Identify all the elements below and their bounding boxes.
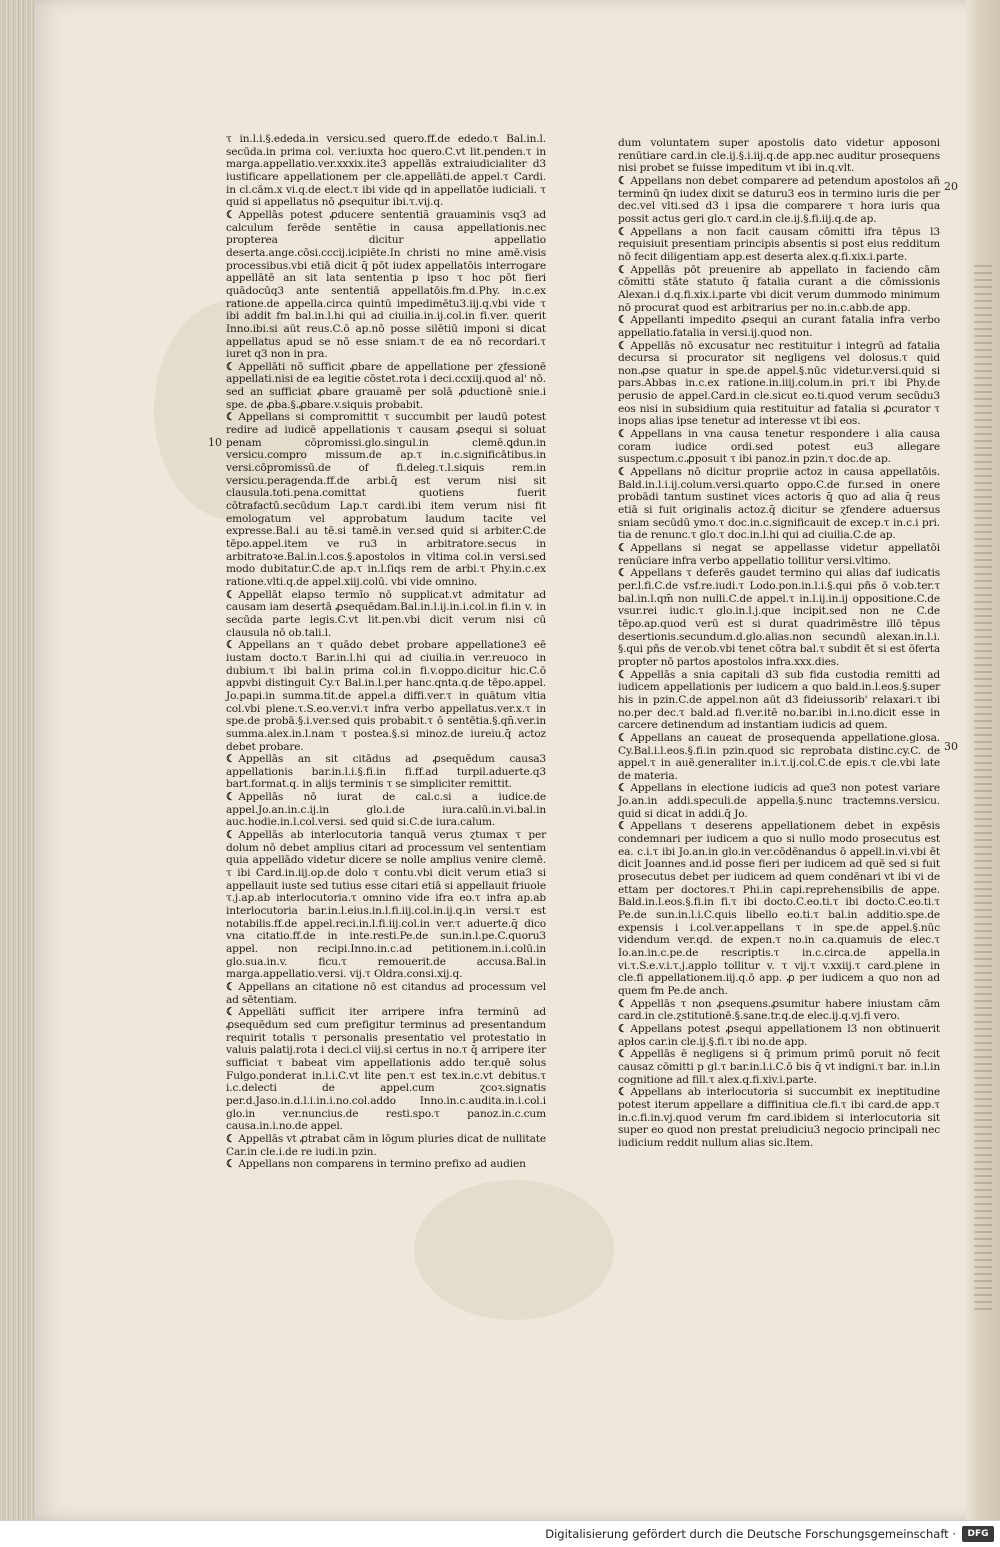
- dfg-logo-icon[interactable]: DFG: [962, 1526, 994, 1542]
- paragraph: ☾ Appellanti impedito ꝓsequi an curant fatalia infra verbo appellatio.fatalia in versi.ij.quod non.: [618, 314, 940, 339]
- paper-stain: [414, 1180, 614, 1320]
- paragraph-mark-icon: ☾: [226, 829, 236, 842]
- paragraph: ☾ Appellās τ non ꝓsequens.ꝓsumitur habere iniustam cām card.in cle.ɀstitutionē.§.sane.tr.q.de elec.ij.q.vj.fi vero.: [618, 997, 940, 1023]
- paragraph-mark-icon: ☾: [226, 791, 236, 804]
- right-text-column: [618, 137, 940, 1150]
- paragraph: ☾ Appellās vt ꝓtrabat cām in lōgum pluries dicat de nullitate Car.in cle.i.de re iudi.in pzin.: [226, 1132, 546, 1158]
- left-text-column: [226, 133, 546, 1171]
- paragraph-mark-icon: ☾: [618, 314, 628, 327]
- paragraph-mark-icon: ☾: [226, 639, 236, 652]
- paragraph-mark-icon: ☾: [618, 225, 628, 238]
- paragraph-mark-icon: ☾: [618, 820, 628, 833]
- paragraph-mark-icon: ☾: [618, 174, 628, 187]
- paragraph: ☾ Appellans ab interlocutoria si succumbit ex ineptitudine potest iterum appellare a diffinitiua cle.fi.τ ibi card.de app.τ in.c.fi.in.vj.quod verum fm card.ibidem si interlocutoria sit super eo quod non prestat preiudiciu3 negocio principali nec iudicium reddit nullum alias sic.Item.: [618, 1086, 940, 1149]
- paragraph-mark-icon: ☾: [618, 1022, 628, 1035]
- paragraph: ☾ Appellans non comparens in termino prefixo ad audien: [226, 1158, 526, 1171]
- paragraph: ☾ Appellans a non facit causam cōmitti ifra tēpus l3 requisiuit presentiam principis absentis si post eius redditum nō fecit diligentiam app.est deserta alex.q.fi.xix.i.parte.: [618, 225, 940, 263]
- paragraph: ☾ Appellans an τ quādo debet probare appellatione3 eē iustam docto.τ Bar.in.l.hi qui ad ciuilia.in ver.reuoco in dubium.τ ibi bal.in prima col.in fi.v.oppo.dicitur hic.C.ō appvbi distinguit Cy.τ Bal.in.l.per hanc.qnta.q.de tēpo.appel. Jo.papi.in summa.tit.de appel.a diffi.ver.τ in quātum vltia col.vbi plene.τ.S.eo.ver.vi.τ infra verbo appellatus.ver.x.τ in spe.de probā.§.i.ver.sed quis probabit.τ ō sentētia.§.qn̄.ver.in summa.alex.in.l.nam τ postea.§.si minoz.de iureiu.q̄ actoz debet probare.: [226, 639, 546, 753]
- paragraph: ☾ Appellāti nō sufficit ꝓbare de appellatione per ɀfessionē appellati.nisi de ea legitie cōstet.rota i deci.ccxiij.quod al' nō. sed an sufficiat ꝓbare grauamē per solā ꝓductionē snie.i spe. de ꝓba.§.ꝓbare.v.siquis probabit.: [226, 360, 546, 411]
- line-number-30: 30: [944, 740, 958, 753]
- paragraph-mark-icon: ☾: [226, 208, 236, 221]
- paragraph: ☾ Appellāti sufficit iter arripere infra terminū ad ꝓsequēdum sed cum prefigitur terminus ad presentandum requirit totalis τ personalis presentatio vel protestatio in valuis palatij.rota i deci.cl viij.si certus in no.τ q̄ arripere iter sufficiat τ babeat vim appellationis addo ter.quē solus Fulgo.ponderat in.l.i.C.vt lite pen.τ est tex.in.c.vt debitus.τ i.c.delecti de appel.cum ɀcoꝛ.signatis per.d.Jaso.in.d.l.i.in.i.no.col.addo Inno.in.c.audita.in.i.col.i glo.in ver.nuncius.de resti.spo.τ panoz.in.c.cum causa.in.i.no.de appel.: [226, 1006, 546, 1133]
- paragraph: ☾ Appellās ab interlocutoria tanquā verus ɀtumax τ per dolum nō debet amplius citari ad processum vel sententiam quia appellādo videtur dicere se nolle amplius venire clemē. τ ibi Card.in.iij.op.de dolo τ contu.vbi dicit verum etia3 si appellauit iuste sed tutius esse citari etiā si appellauit friuole τ.j.ap.ab interlocutoria.τ omnino vide ifra eo.τ infra ap.ab interlocutoria bar.in.l.eius.in.l.fi.iij.col.in.ij.q.in versi.τ est notabilis.ff.de appel.reci.in.l.fi.iij.col.in ver.τ aduerte.q̄ dico vna citatio.ff.de in inte.resti.Pe.de sun.in.l.pe.C.quoru3 appel. non recipi.Inno.in.c.ad petitionem.in.i.colū.in glo.sua.in.v. ficu.τ remouerit.de accusa.Bal.in marga.appellatio.versi. vij.τ Oldra.consi.xij.q.: [226, 829, 546, 981]
- paragraph: ☾ Appellās pōt preuenire ab appellato in faciendo cām cōmitti stāte statuto q̄ fatalia curant a die cōmissionis Alexan.i d.q.fi.xix.i.parte vbi dicit verum dummodo minimum nō procurat quod est arbitrarius per no.in.c.abb.de app.: [618, 263, 940, 314]
- digitization-footer: [0, 1520, 1000, 1547]
- paragraph-mark-icon: ☾: [618, 542, 628, 554]
- paragraph-mark-icon: ☾: [226, 1158, 236, 1171]
- show-through-text: [974, 260, 992, 1310]
- paragraph-mark-icon: ☾: [226, 1006, 236, 1019]
- paragraph: dum voluntatem super apostolis dato videtur apposoni renūtiare card.in cle.ij.§.i.iij.q.de app.nec auditur prosequens nisi probet se fuisse impeditum vt ibi in.q.vlt.: [618, 137, 940, 175]
- paragraph-mark-icon: ☾: [226, 588, 236, 601]
- paragraph: ☾ Appellāt elapso termīo nō supplicat.vt admitatur ad causam iam desertā ꝓsequēdam.Bal.in.l.ij.in.i.col.in fi.in v. in secūda parte legis.C.vt lit.pen.vbi dicit verum nisi cū clausula nō ob.tali.l.: [226, 588, 546, 639]
- paragraph-mark-icon: ☾: [618, 1048, 628, 1061]
- paragraph: ☾ Appellās a snia capitali d3 sub fida custodia remitti ad iudicem appellationis per iudicem a quo bald.in.l.eos.§.super his in pzin.C.de appel.non aūt d3 fideiussorib' relaxari.τ ibi no.per dec.τ bald.ad fi.ver.itē no.bar.ibi in.i.no.dicit esse in carcere detinendum ad instantiam iudicis ad quem.: [618, 668, 940, 732]
- paragraph-mark-icon: ☾: [618, 428, 628, 441]
- paragraph-mark-icon: ☾: [618, 339, 628, 352]
- paragraph: ☾ Appellans an citatione nō est citandus ad processum vel ad sētentiam.: [226, 980, 546, 1006]
- paragraph: ☾ Appellans si negat se appellasse videtur appellatōi renūciare infra verbo appellatio tollitur versi.vltimo.: [618, 542, 940, 567]
- paragraph-mark-icon: ☾: [618, 263, 628, 276]
- paragraph: ☾ Appellās nō iurat de cal.c.si a iudice.de appel.Jo.an.in.c.ij.in glo.i.de iura.calū.in.vi.bal.in auc.hodie.in.l.col.versi. sed quid si.C.de iura.calum.: [226, 791, 546, 829]
- paragraph-mark-icon: ☾: [618, 782, 628, 795]
- paragraph-mark-icon: ☾: [618, 466, 628, 479]
- paragraph-mark-icon: ☾: [226, 411, 236, 424]
- paragraph-mark-icon: ☾: [618, 731, 628, 744]
- paragraph-mark-icon: ☾: [226, 980, 236, 993]
- paragraph-mark-icon: ☾: [618, 1086, 628, 1099]
- paragraph: ☾ Appellans si compromittit τ succumbit per laudū potest redire ad iudicē appellationis τ causam ꝓsequi si soluat penam cōpromissi.glo.singul.in clemē.ꝗdun.in versicu.compro missum.de ap.τ in.c.significātibus.in versi.cōpromissū.de of fi.deleg.τ.l.siquis rem.in versicu.peragenda.ff.de arbi.q̄ est verum nisi sit clausula.toti.pena.comittat quotiens fuerit cōtrafactū.secūdum Lap.τ cardi.ibi item verum nisi fit emologatum vel approbatum laudum tacite vel expresse.Bal.i au tē.si tamē.in ver.sed quid si arbiter.C.de tēpo.appel.item ve ru3 in arbitratore.secus in arbitratoꝛe.Bal.in.l.cos.§.apostolos in vltima col.in versi.sed modo dubitatur.C.de ap.τ in.l.ſiqs rem de arbi.τ Phy.in.c.ex ratione.vlti.q.de appel.xiij.colū. vbi vide omnino.: [226, 411, 546, 588]
- paragraph-mark-icon: ☾: [618, 997, 628, 1010]
- paragraph: ☾ Appellans nō dicitur propriie actoz in causa appellatōis. Bald.in.l.i.ij.colum.versi.quarto oppo.C.de fur.sed in onere probādi tantum sustinet vices actoris q̄ quo ad alia q̄ reus etiā si fuit originalis actoz.q̄ dicitur se ɀfendere aduersus sniam secūdū ymo.τ doc.in.c.significauit de excep.τ in.c.i pri. tia de renunc.τ glo.τ doc.in.l.hi qui ad ciuilia.C.de ap.: [618, 466, 940, 542]
- line-number-10: 10: [208, 436, 222, 449]
- paragraph-mark-icon: ☾: [226, 1132, 236, 1145]
- paragraph-mark-icon: ☾: [618, 668, 628, 681]
- paragraph: ☾ Appellās potest ꝓducere sententiã grauaminis vsq3 ad calculum ferēde sentētie in causa appellationis.nec propterea dicitur appellatio deserta.ange.cōsi.cccij.icipiēte.In christi no mine amē.visis processibus.vbi etiā dicit q̄ pōt iudex appellatōis interrogare appellātē an sit lata sententia p ipso τ hoc pōt fieri quādocūq3 ante sententiā appellatōis.fm.d.Phy. in.c.ex ratione.de appella.circa quintū impedimētu3.iij.q.vbi vide τ ibi addit fm bal.in.l.hi qui ad ciuilia.in.ij.col.in fi.ver. querit Inno.ibi.si aūt reus.C.ō ap.nō posse silētiū imponi si dicat appellatus apud se nō esse sniam.τ de ea nō recordari.τ iuret q3 non in pra.: [226, 208, 546, 361]
- paragraph: ☾ Appellans potest ꝓsequi appellationem l3 non obtinuerit apłos car.in cle.ij.§.fi.τ ibi no.de app.: [618, 1022, 940, 1048]
- paragraph: ☾ Appellans an caueat de prosequenda appellatione.glosa. Cy.Bal.i.l.eos.§.fi.in pzin.quod sic reprobata distinc.cy.C. de appel.τ in auē.generaliter in.i.τ.ij.col.C.de epis.τ cle.vbi late de materia.: [618, 731, 940, 782]
- line-number-20: 20: [944, 180, 958, 193]
- paragraph: ☾ Appellans τ deserens appellationem debet in expēsis condemnari per iudicem a quo si nullo modo prosecutus est ea. c.i.τ ibi Jo.an.in glo.in ver.cōdēnandus ō appell.in.vi.vbi ēt dicit Joannes and.id posse fieri per iudicem ad quē sed si fuit prosecutus debet per iudicem ad quem condēnari vt ibi vi de ettam per doctores.τ Phi.in capi.reprehensibilis de appe. Bald.in.l.eos.§.fi.in fi.τ ibi docto.C.eo.ti.τ ibi docto.C.eo.ti.τ Pe.de sun.in.l.i.C.quis libello eo.ti.τ bal.in additio.spe.de expensis i i.col.ver.appellans τ in spe.de appel.§.nūc videndum ver.qd. de expen.τ no.in ca.quamuis de elec.τ Io.an.in.c.pe.de rescriptis.τ in.c.circa.de appella.in vi.τ.S.e.v.i.τ.j.applo tollitur v. τ vij.τ v.xxiij.τ card.plene in cle.fi appellationem.iij.q.ō app. ꝓ per iudicem a quo non ad quem fm Pe.de anch.: [618, 820, 940, 997]
- paragraph: ☾ Appellans non debet comparere ad petendum apostolos añ terminū q̄n iudex dixit se daturu3 eos in termino iuris die per dec.vel vlti.sed d3 i ipsa die comparere τ hora iuris qua possit actus geri glo.τ card.in cle.ij.§.fi.iij.q.de ap.: [618, 174, 940, 225]
- paragraph-mark-icon: ☾: [226, 753, 236, 766]
- paragraph: ☾ Appellans in electione iudicis ad que3 non potest variare Jo.an.in addi.speculi.de appella.§.nunc tractemns.versicu. quid si dicat in addi.q̄ Jo.: [618, 782, 940, 820]
- paragraph: ☾ Appellans in vna causa tenetur respondere i alia causa coram iudice ordi.sed potest eu3 allegare suspectum.c.ꝓposuit τ ibi panoz.in pzin.τ doc.de ap.: [618, 428, 940, 466]
- paragraph: τ in.l.i.§.ededa.in versicu.sed quero.ff.de ededo.τ Bal.in.l. secūda.in prima col. ver.iuxta hoc quero.C.vt lit.penden.τ in marga.appellatio.ver.xxxix.ite3 appellās extraiudicialiter d3 iustificare appellationem per cle.appellāti.de appel.τ Cardi. in cl.cām.x vi.q.de elect.τ ibi vide qd in appellatōe iudiciali. τ quid si appellatus nō ꝓsequitur ibi.τ.vij.q.: [226, 133, 546, 209]
- paragraph-mark-icon: ☾: [618, 567, 628, 580]
- funding-credit: Digitalisierung gefördert durch die Deutsche Forschungsgemeinschaft ·: [545, 1527, 956, 1541]
- paragraph-mark-icon: ☾: [226, 360, 236, 373]
- paragraph: ☾ Appellās ē negligens si q̄ primum primū poruit nō fecit causaz cōmitti p gl.τ bar.in.l.i.C.ō bis q̄ vt indigni.τ bar. in.l.in cognitione ad fill.τ alex.q.fi.xiv.i.parte.: [618, 1048, 940, 1086]
- paragraph: ☾ Appellās nō excusatur nec restituitur i integrū ad fatalia decursa si procurator sit negligens vel dolosus.τ quid non.ꝓse quatur in spe.de appel.§.nūc videtur.versi.quid si pars.Abbas in.c.ex ratione.in.iiij.colum.in pri.τ ibi Phy.de perusio de appel.Card.in cle.sicut eo.ti.quod verum secūdu3 eos nisi in subsidium quia restituitur ad fatalia si ꝓcurator τ inops alias ipse tenetur ad interesse vt ibi eos.: [618, 339, 940, 428]
- paragraph: ☾ Appellans τ deferēs gaudet termino qui alias daf iudicatis per.l.fi.C.de vsf.re.iudi.τ Lodo.pon.in.l.i.§.qui pñs ō v.ob.ter.τ bal.in.l.qm̄ non nulli.C.de appel.τ in.l.ij.in.ij oppositione.C.de vsur.rei iudic.τ glo.in.l.j.que incipit.sed non ne C.de tēpo.ap.quod verū est si durat quadrimēstre illō tēpus desertionis.secundum.d.glo.alias.non secundū alexan.in.l.i. §.qui pñs de ver.ob.vbi tenet cōtra bal.τ subdit ēt si est ōferta propter nō partos apostolos infra.xxx.dies.: [618, 567, 940, 668]
- paragraph: ☾ Appellās an sit citādus ad ꝓsequēdum causa3 appellationis bar.in.l.i.§.fi.in fi.ff.ad turpil.aduerte.q3 bart.format.q. in alijs terminis τ se simpliciter remittit.: [226, 753, 546, 791]
